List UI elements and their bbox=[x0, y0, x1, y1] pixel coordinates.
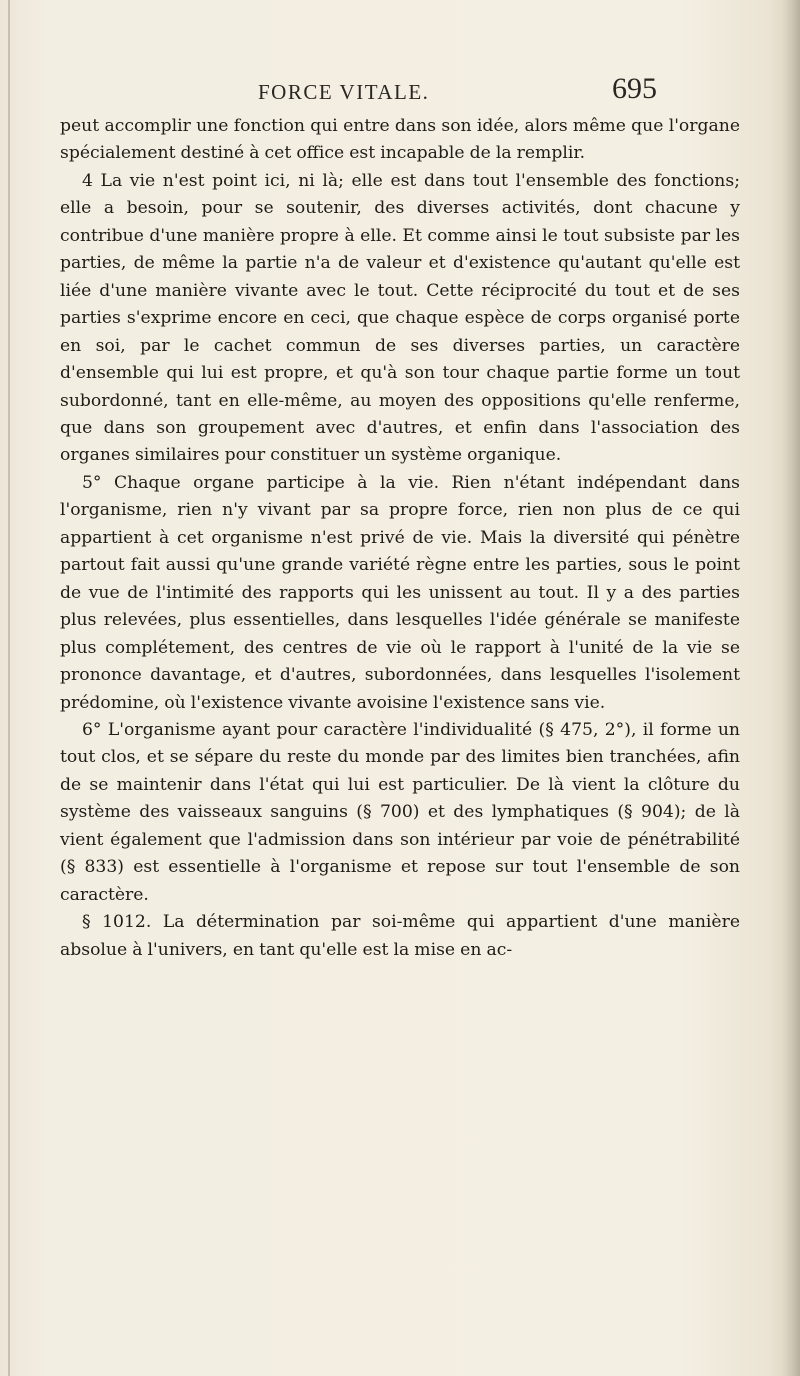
page-left-edge bbox=[8, 0, 10, 1376]
page-header bbox=[0, 72, 800, 112]
paragraph-continuation: peut accomplir une fonction qui entre dans son idée, alors même que l'organe spécialement destiné à cet office est incapable de la remplir. bbox=[60, 116, 740, 164]
page-binding-shadow bbox=[782, 0, 800, 1376]
paragraph-point-6: 6° L'organisme ayant pour caractère l'individualité (§ 475, 2°), il forme un tout clos, et se sépare du reste du monde par des limites bien tranchées, afin de se maintenir dans l'état qui lui est particulier. De là vient la clôture du système des vaisseaux sanguins (§ 700) et des lymphatiques (§ 904); de là vient également que l'admission dans son intérieur par voie de pénétrabilité (§ 833) est essentielle à l'organisme et repose sur tout l'ensemble de son caractère. bbox=[60, 719, 740, 905]
paragraph-section-1012: § 1012. La détermination par soi-même qui appartient d'une manière absolue à l'univers, en tant qu'elle est la mise en ac- bbox=[60, 912, 740, 960]
running-head: FORCE VITALE. bbox=[258, 80, 430, 104]
body-text bbox=[60, 113, 740, 964]
paragraph-point-4: 4 La vie n'est point ici, ni là; elle est dans tout l'ensemble des fonctions; elle a besoin, pour se soutenir, des diverses activités, dont chacune y contribue d'une manière propre à elle. Et comme ainsi le tout subsiste par les parties, de même la partie n'a de valeur et d'existence qu'autant qu'elle est liée d'une manière vivante avec le tout. Cette réciprocité du tout et de ses parties s'exprime encore en ceci, que chaque espèce de corps organisé porte en soi, par le cachet commun de ses diverses parties, un caractère d'ensemble qui lui est propre, et qu'à son tour chaque partie forme un tout subordonné, tant en elle-même, au moyen des oppositions qu'elle renferme, que dans son groupement avec d'autres, et enfin dans l'association des organes similaires pour constituer un système organique. bbox=[60, 170, 740, 466]
page-number: 695 bbox=[612, 72, 657, 105]
paragraph-point-5: 5° Chaque organe participe à la vie. Rien n'étant indépendant dans l'organisme, rien n'y vivant par sa propre force, rien non plus de ce qui appartient à cet organisme n'est privé de vie. Mais la diversité qui pénètre partout fait aussi qu'une grande variété règne entre les parties, sous le point de vue de l'intimité des rapports qui les unissent au tout. Il y a des parties plus relevées, plus essentielles, dans lesquelles l'idée générale se manifeste plus complétement, des centres de vie où le rapport à l'unité de la vie se prononce davantage, et d'autres, subordonnées, dans lesquelles l'isolement prédomine, où l'existence vivante avoisine l'existence sans vie. bbox=[60, 472, 740, 713]
